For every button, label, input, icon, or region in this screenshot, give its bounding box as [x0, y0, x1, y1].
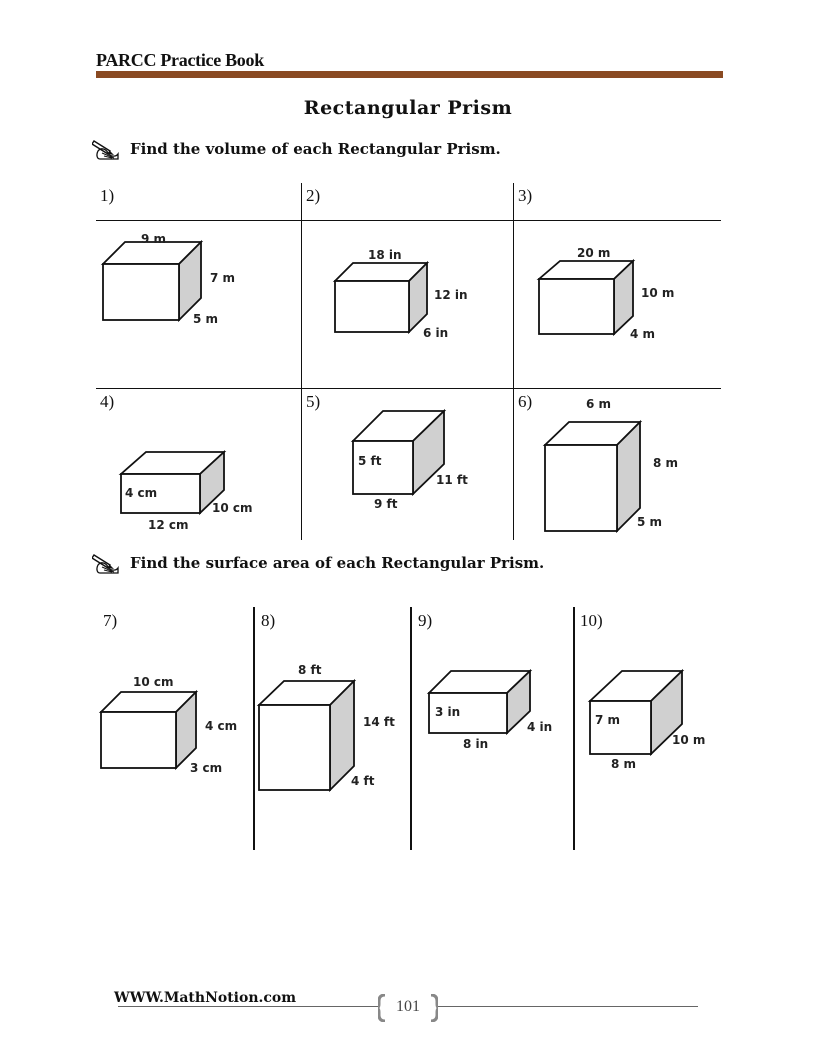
dim-label: 3 cm [190, 761, 223, 775]
dim-label: 8 m [611, 757, 637, 771]
dim-label: 3 in [435, 705, 461, 719]
problem-number: 3) [518, 186, 533, 205]
dim-label: 6 in [423, 326, 449, 340]
problem-number: 2) [306, 186, 321, 205]
dim-label: 9 m [141, 232, 167, 246]
dim-label: 12 in [434, 288, 468, 302]
problem-number: 5) [306, 392, 321, 411]
footer-url[interactable]: WWW.MathNotion.com [114, 990, 297, 1006]
dim-label: 4 ft [351, 774, 375, 788]
problem-number: 8) [261, 611, 276, 630]
dim-label: 5 ft [358, 454, 382, 468]
dim-label: 12 cm [148, 518, 189, 532]
book-title: PARCC Practice Book [96, 50, 264, 70]
problem-number: 1) [100, 186, 115, 205]
problem-number: 6) [518, 392, 533, 411]
dim-label: 7 m [210, 271, 236, 285]
dim-label: 8 ft [298, 663, 322, 677]
dim-label: 9 ft [374, 497, 398, 511]
dim-label: 10 m [672, 733, 706, 747]
page-title: Rectangular Prism [303, 97, 513, 119]
problem-number: 9) [418, 611, 433, 630]
dim-label: 10 m [641, 286, 675, 300]
dim-label: 20 m [577, 246, 611, 260]
page-number: 101 [396, 998, 420, 1015]
dim-label: 5 m [637, 515, 663, 529]
dim-label: 10 cm [133, 675, 174, 689]
dim-label: 4 m [630, 327, 656, 341]
dim-label: 14 ft [363, 715, 395, 729]
dim-label: 10 cm [212, 501, 253, 515]
surface-area-instruction: Find the surface area of each Rectangular Prism. [130, 554, 545, 572]
dim-label: 4 cm [205, 719, 238, 733]
dim-label: 8 in [463, 737, 489, 751]
dim-label: 5 m [193, 312, 219, 326]
problem-number: 4) [100, 392, 115, 411]
problem-number: 7) [103, 611, 118, 630]
problem-number: 10) [580, 611, 603, 630]
dim-label: 18 in [368, 248, 402, 262]
dim-label: 6 m [586, 397, 612, 411]
dim-label: 4 in [527, 720, 553, 734]
volume-instruction: Find the volume of each Rectangular Prism. [130, 140, 501, 158]
dim-label: 7 m [595, 713, 621, 727]
dim-label: 11 ft [436, 473, 468, 487]
dim-label: 8 m [653, 456, 679, 470]
dim-label: 4 cm [125, 486, 158, 500]
